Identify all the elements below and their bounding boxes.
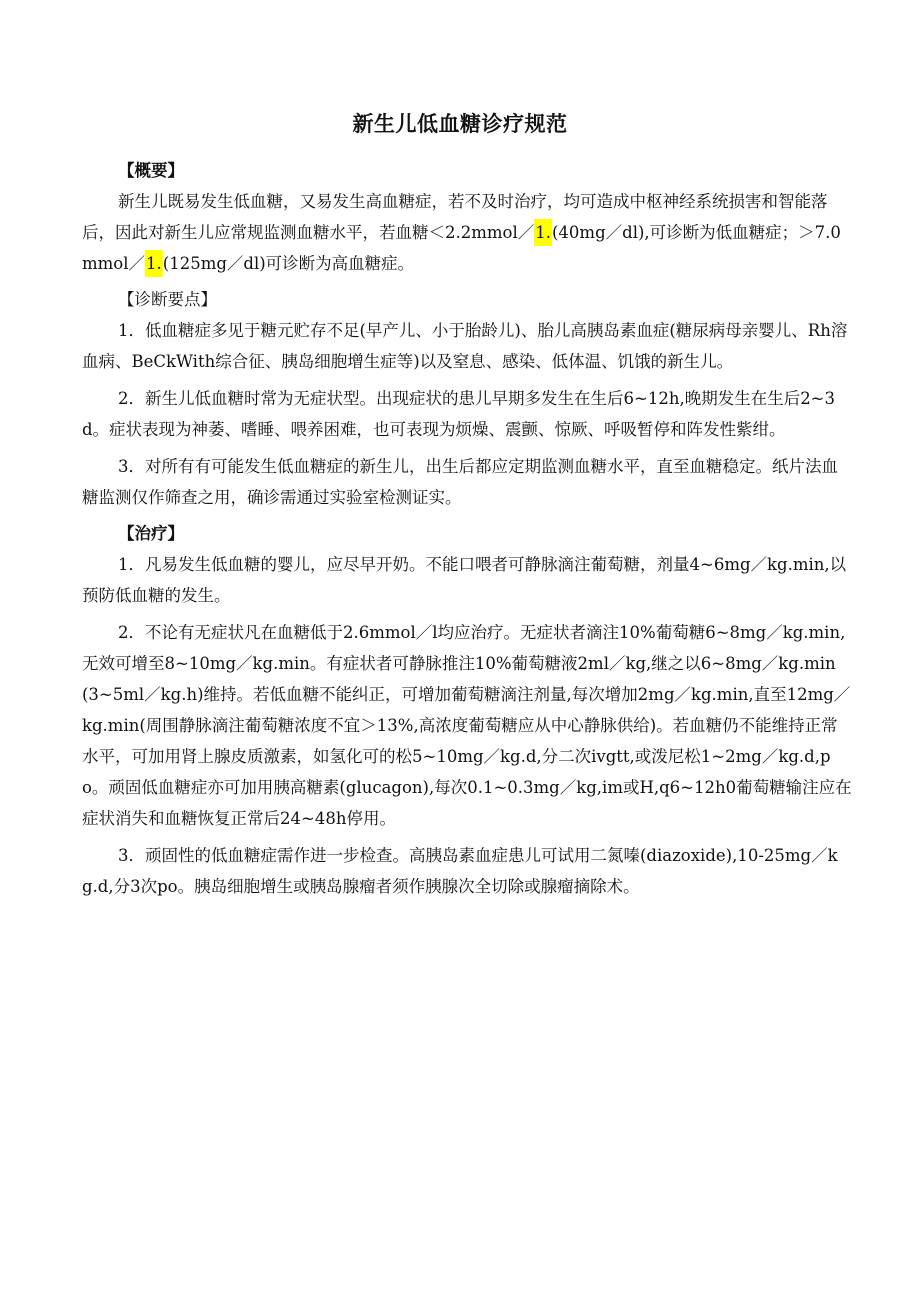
overview-text-b: (40mg／dl),可诊断为低血糖症；＞7.0mmol／: [82, 223, 841, 273]
overview-paragraph: [82, 186, 852, 279]
treatment-item-1: 1．凡易发生低血糖的婴儿，应尽早开奶。不能口喂者可静脉滴注葡萄糖，剂量4~6mg／kg.min,以预防低血糖的发生。: [82, 555, 847, 605]
document-body: [82, 156, 852, 908]
section-heading-overview: 【概要】: [118, 161, 184, 180]
highlight-mark: 1.: [534, 219, 552, 246]
section-heading-treatment: 【治疗】: [118, 524, 184, 543]
highlight-mark: 1.: [145, 250, 163, 277]
section-heading-diagnosis: 【诊断要点】: [118, 290, 217, 309]
diagnosis-item-2: 2．新生儿低血糖时常为无症状型。出现症状的患儿早期多发生在生后6~12h,晚期发生在生后2~3d。症状表现为神萎、嗜睡、喂养困难，也可表现为烦燥、震颤、惊厥、呼吸暂停和阵发性紫绀。: [82, 389, 836, 439]
diagnosis-item-1: 1．低血糖症多见于糖元贮存不足(早产儿、小于胎龄儿)、胎儿高胰岛素血症(糖尿病母亲婴儿、Rh溶血病、BeCkWith综合征、胰岛细胞增生症等)以及窒息、感染、低体温、饥饿的新生儿。: [82, 321, 848, 371]
treatment-item-2: 2．不论有无症状凡在血糖低于2.6mmol／l均应治疗。无症状者滴注10%葡萄糖6~8mg／kg.min,无效可增至8~10mg／kg.min。有症状者可静脉推注10%葡萄糖液2ml／kg,继之以6~8mg／kg.min(3~5ml／kg.h)维持。若低血糖不能纠正，可增加葡萄糖滴注剂量,每次增加2mg／kg.min,直至12mg／kg.min(周围静脉滴注葡萄糖浓度不宜＞13%,高浓度葡萄糖应从中心静脉供给)。若血糖仍不能维持正常水平，可加用肾上腺皮质激素，如氢化可的松5~10mg／kg.d,分二次ivgtt,或泼尼松1~2mg／kg.d,po。顽固低血糖症亦可加用胰高糖素(glucagon),每次0.1~0.3mg／kg,im或H,q6~12h0葡萄糖输注应在症状消失和血糖恢复正常后24~48h停用。: [82, 623, 852, 828]
treatment-item-3: 3．顽固性的低血糖症需作进一步检查。高胰岛素血症患儿可试用二氮嗪(diazoxide),10-25mg／kg.d,分3次po。胰岛细胞增生或胰岛腺瘤者须作胰腺次全切除或腺瘤摘除术。: [82, 846, 838, 896]
diagnosis-item-3: 3．对所有有可能发生低血糖症的新生儿，出生后都应定期监测血糖水平，直至血糖稳定。纸片法血糖监测仅作筛查之用，确诊需通过实验室检测证实。: [82, 457, 838, 507]
page-title: 新生儿低血糖诊疗规范: [352, 112, 568, 136]
overview-text-c: (125mg／dl)可诊断为高血糖症。: [162, 254, 415, 273]
overview-text-a: 新生儿既易发生低血糖，又易发生高血糖症，若不及时治疗，均可造成中枢神经系统损害和智能落后，因此对新生儿应常规监测血糖水平，若血糖＜2.2mmol／: [82, 192, 828, 242]
